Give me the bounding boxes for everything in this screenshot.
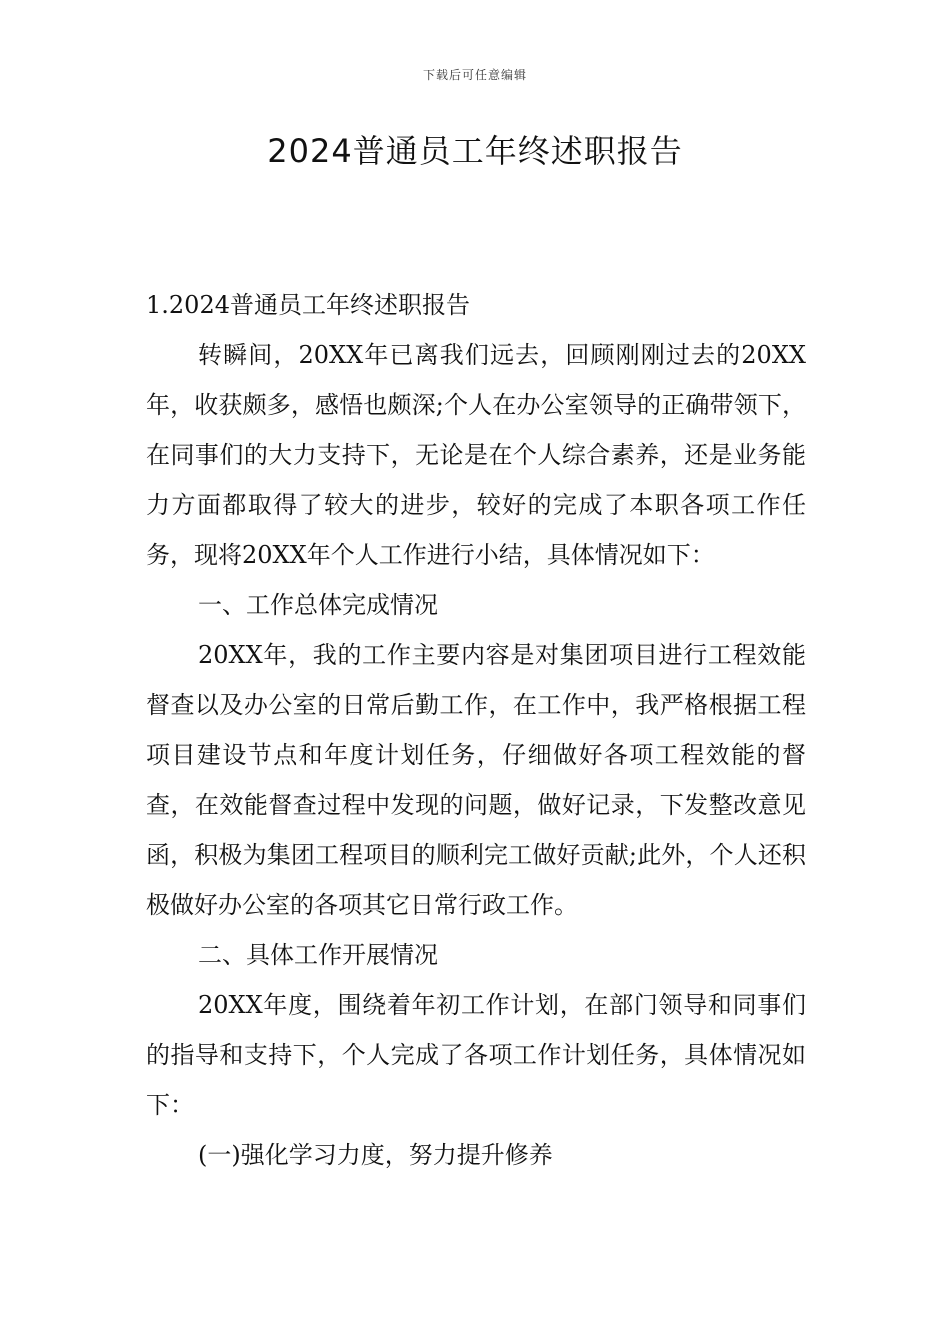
document-body <box>146 280 806 1180</box>
document-title: 2024普通员工年终述职报告 <box>267 132 683 170</box>
paragraph-intro: 转瞬间，20XX年已离我们远去，回顾刚刚过去的20XX年，收获颇多，感悟也颇深;个人在办公室领导的正确带领下，在同事们的大力支持下，无论是在个人综合素养，还是业务能力方面都取得了较大的进步，较好的完成了本职各项工作任务，现将20XX年个人工作进行小结，具体情况如下： <box>146 341 806 569</box>
section-heading-specific: 二、具体工作开展情况 <box>198 941 438 969</box>
header-note: 下载后可任意编辑 <box>422 68 527 82</box>
section-heading-overall: 一、工作总体完成情况 <box>198 591 438 619</box>
paragraph-overall: 20XX年，我的工作主要内容是对集团项目进行工程效能督查以及办公室的日常后勤工作，在工作中，我严格根据工程项目建设节点和年度计划任务，仔细做好各项工程效能的督查，在效能督查过程中发现的问题，做好记录，下发整改意见函，积极为集团工程项目的顺利完工做好贡献;此外，个人还积极做好办公室的各项其它日常行政工作。 <box>146 641 806 919</box>
section-heading: 1.2024普通员工年终述职报告 <box>146 291 470 319</box>
subsection-heading-study: (一)强化学习力度，努力提升修养 <box>198 1141 553 1169</box>
paragraph-specific: 20XX年度，围绕着年初工作计划，在部门领导和同事们的指导和支持下，个人完成了各项工作计划任务，具体情况如下： <box>146 991 806 1119</box>
